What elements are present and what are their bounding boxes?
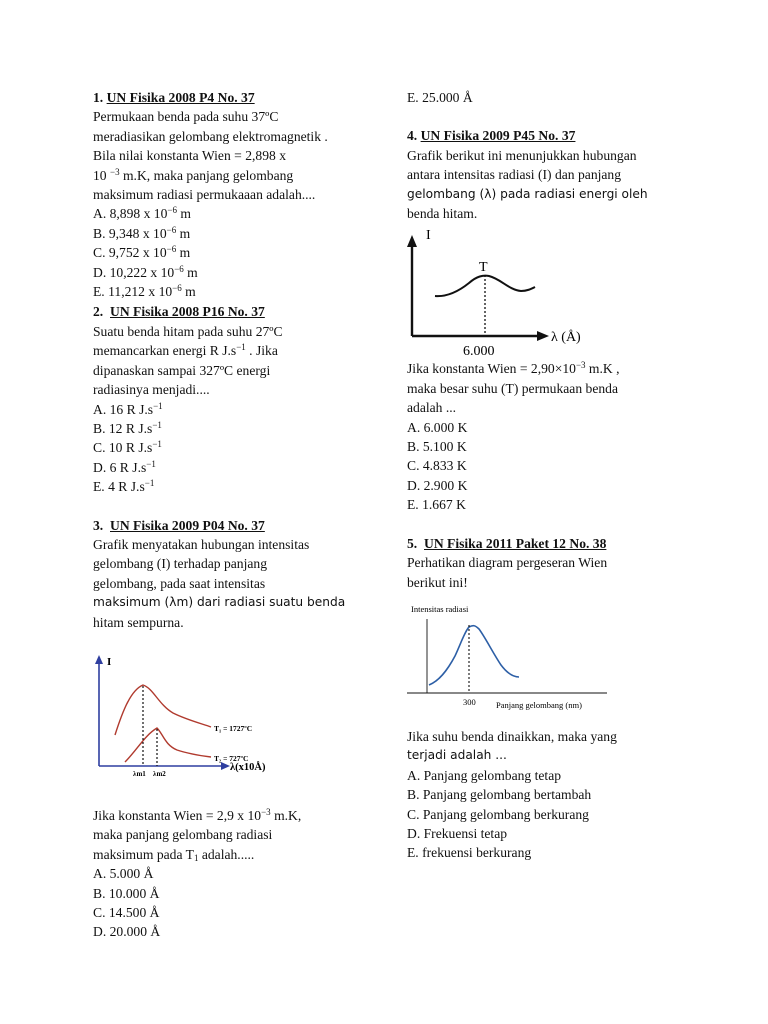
question-1-option-e: E. 11,212 x $10^{-6}$ m	[93, 283, 196, 300]
question-1-body-line: Permukaan benda pada suhu 37ºC	[93, 109, 279, 125]
question-3-after-line: Jika konstanta Wien = 2,9 x $10^{-3}$ m.K,	[93, 806, 302, 823]
question-1-option-c: C. 9,752 x $10^{-6}$ m	[93, 244, 191, 261]
question-2-body-line: Suatu benda hitam pada suhu 27ºC	[93, 323, 283, 339]
question-1-body-line: 10 $^{-3}$ m.K, maka panjang gelombang	[93, 166, 294, 183]
question-4-option-e: E. 1.667 K	[407, 497, 466, 513]
question-1-option-a: A. 8,898 x $10^{-6}$ m	[93, 205, 191, 222]
question-4-body-line: benda hitam.	[407, 206, 478, 222]
question-1-body-line: Bila nilai konstanta Wien = 2,898 x	[93, 148, 287, 164]
question-3-after	[93, 806, 378, 942]
question-4-option-d: D. 2.900 K	[407, 477, 468, 493]
question-1-heading	[93, 88, 378, 107]
figure-two-blackbody-curves	[93, 650, 293, 780]
question-5-option-c: C. Panjang gelombang berkurang	[407, 806, 589, 822]
x-axis-label: λ (Å)	[551, 330, 581, 346]
x-axis-label: λ(x10Å)	[230, 761, 266, 773]
question-5-heading	[407, 534, 707, 553]
y-axis-label: I	[426, 228, 431, 244]
question-4-option-c: C. 4.833 K	[407, 458, 467, 474]
t2-label: T₂ = 727ºC	[214, 753, 249, 763]
question-4-after-line: Jika konstanta Wien = $2,90\times 10^{-3}$ m.K ,	[407, 360, 620, 377]
lm2-label: λm2	[153, 769, 166, 778]
question-5-body-line: Perhatikan diagram pergeseran Wien	[407, 555, 608, 571]
question-5-after-line: terjadi adalah ...	[407, 748, 507, 763]
question-4-body-line: antara intensitas radiasi (I) dan panjang	[407, 167, 622, 183]
wien-curve	[429, 626, 519, 685]
question-4-option-a: A. 6.000 K	[407, 419, 468, 435]
question-5-after	[407, 727, 707, 863]
question-4-body-line: gelombang (λ) pada radiasi energi oleh	[407, 186, 648, 201]
curve-t2	[125, 728, 211, 762]
lm1-label: λm1	[133, 769, 146, 778]
question-3-option-e: E. 25.000 Å	[407, 90, 473, 105]
question-1-option-d: D. 10,222 x $10^{-6}$ m	[93, 263, 198, 280]
y-axis-arrow-icon	[407, 235, 417, 247]
question-3-option-a: A. 5.000 Å	[93, 866, 154, 882]
question-3-number: 3.	[93, 517, 104, 533]
radiation-curve	[435, 276, 535, 296]
question-2-heading	[93, 302, 378, 321]
question-3-option-c: C. 14.500 Å	[93, 905, 160, 920]
question-2-option-c: C. 10 R $J.s^{-1}$	[93, 439, 162, 456]
question-2-body-line: memancarkan energi R $J.s^{-1}$ . Jika	[93, 342, 278, 359]
question-4-body-line: Grafik berikut ini menunjukkan hubungan	[407, 147, 637, 163]
question-2-title: UN Fisika 2008 P16 No. 37	[110, 304, 265, 320]
x-axis-arrow-icon	[221, 762, 230, 770]
question-2	[93, 302, 378, 496]
question-4	[407, 126, 707, 514]
question-3-body-line: hitam sempurna.	[93, 614, 184, 630]
x-axis-arrow-icon	[537, 331, 549, 341]
question-3-after-line: maksimum pada $T_1$ adalah.....	[93, 846, 255, 863]
question-4-number: 4.	[407, 128, 418, 144]
question-1	[93, 88, 378, 301]
curve-t1	[115, 685, 211, 735]
peak-label: T	[479, 260, 488, 276]
right-column	[407, 88, 707, 863]
t1-label: T₁ = 1727ºC	[214, 723, 253, 733]
question-5-body-line: berikut ini!	[407, 574, 468, 590]
question-3-option-b: B. 10.000 Å	[93, 885, 160, 901]
question-4-title: UN Fisika 2009 P45 No. 37	[420, 128, 576, 144]
question-2-option-a: A. 16 R $J.s^{-1}$	[93, 400, 163, 417]
question-1-body-line: maksimum radiasi permukaaan adalah....	[93, 187, 316, 203]
question-1-body-line: meradiasikan gelombang elektromagnetik .	[93, 128, 328, 144]
question-4-heading	[407, 126, 707, 145]
question-5-title: UN Fisika 2011 Paket 12 No. 38	[424, 535, 607, 551]
question-1-title: UN Fisika 2008 P4 No. 37	[106, 90, 255, 105]
question-5-option-e: E. frekuensi berkurang	[407, 845, 532, 861]
question-5-option-d: D. Frekuensi tetap	[407, 825, 508, 841]
question-2-number: 2.	[93, 304, 104, 320]
question-3-body-line: gelombang, pada saat intensitas	[93, 575, 266, 591]
question-3-heading	[93, 516, 378, 535]
question-1-option-b: B. 9,348 x $10^{-6}$ m	[93, 224, 191, 241]
question-3-body-line: gelombang (I) terhadap panjang	[93, 556, 268, 572]
question-5-number: 5.	[407, 535, 418, 551]
question-4-after-line: adalah ...	[407, 400, 457, 416]
question-5	[407, 534, 707, 863]
y-axis-label: I	[107, 655, 112, 668]
question-3-body-line: maksimum (λm) dari radiasi suatu benda	[93, 595, 346, 610]
question-2-body-line: radiasinya menjadi....	[93, 382, 210, 398]
figure-single-blackbody-curve	[407, 225, 607, 357]
x-value-label: 300	[463, 696, 476, 707]
left-column	[93, 88, 378, 942]
question-3-body-line: Grafik menyatakan hubungan intensitas	[93, 536, 310, 552]
question-2-option-e: E. 4 R $J.s^{-1}$	[93, 478, 155, 495]
question-3	[93, 516, 378, 942]
question-1-number: 1.	[93, 90, 104, 105]
question-3-title: UN Fisika 2009 P04 No. 37	[110, 517, 265, 533]
x-value-label: 6.000	[463, 344, 495, 358]
question-4-option-b: B. 5.100 K	[407, 439, 467, 455]
question-5-option-a: A. Panjang gelombang tetap	[407, 767, 562, 783]
question-2-option-d: D. 6 R $J.s^{-1}$	[93, 458, 156, 475]
question-2-body-line: dipanaskan sampai 327ºC energi	[93, 362, 271, 378]
question-3-option-d: D. 20.000 Å	[93, 924, 161, 940]
question-2-option-b: B. 12 R $J.s^{-1}$	[93, 419, 162, 436]
question-5-after-line: Jika suhu benda dinaikkan, maka yang	[407, 728, 617, 744]
y-axis-label: Intensitas radiasi	[411, 603, 469, 614]
y-axis-arrow-icon	[95, 655, 103, 664]
figure-wien-shift	[407, 601, 617, 713]
question-5-option-b: B. Panjang gelombang bertambah	[407, 787, 592, 803]
question-3-after-line: maka panjang gelombang radiasi	[93, 827, 273, 843]
x-axis-label: Panjang gelombang (nm)	[496, 699, 582, 710]
question-4-after-line: maka besar suhu (T) permukaan benda	[407, 380, 618, 396]
